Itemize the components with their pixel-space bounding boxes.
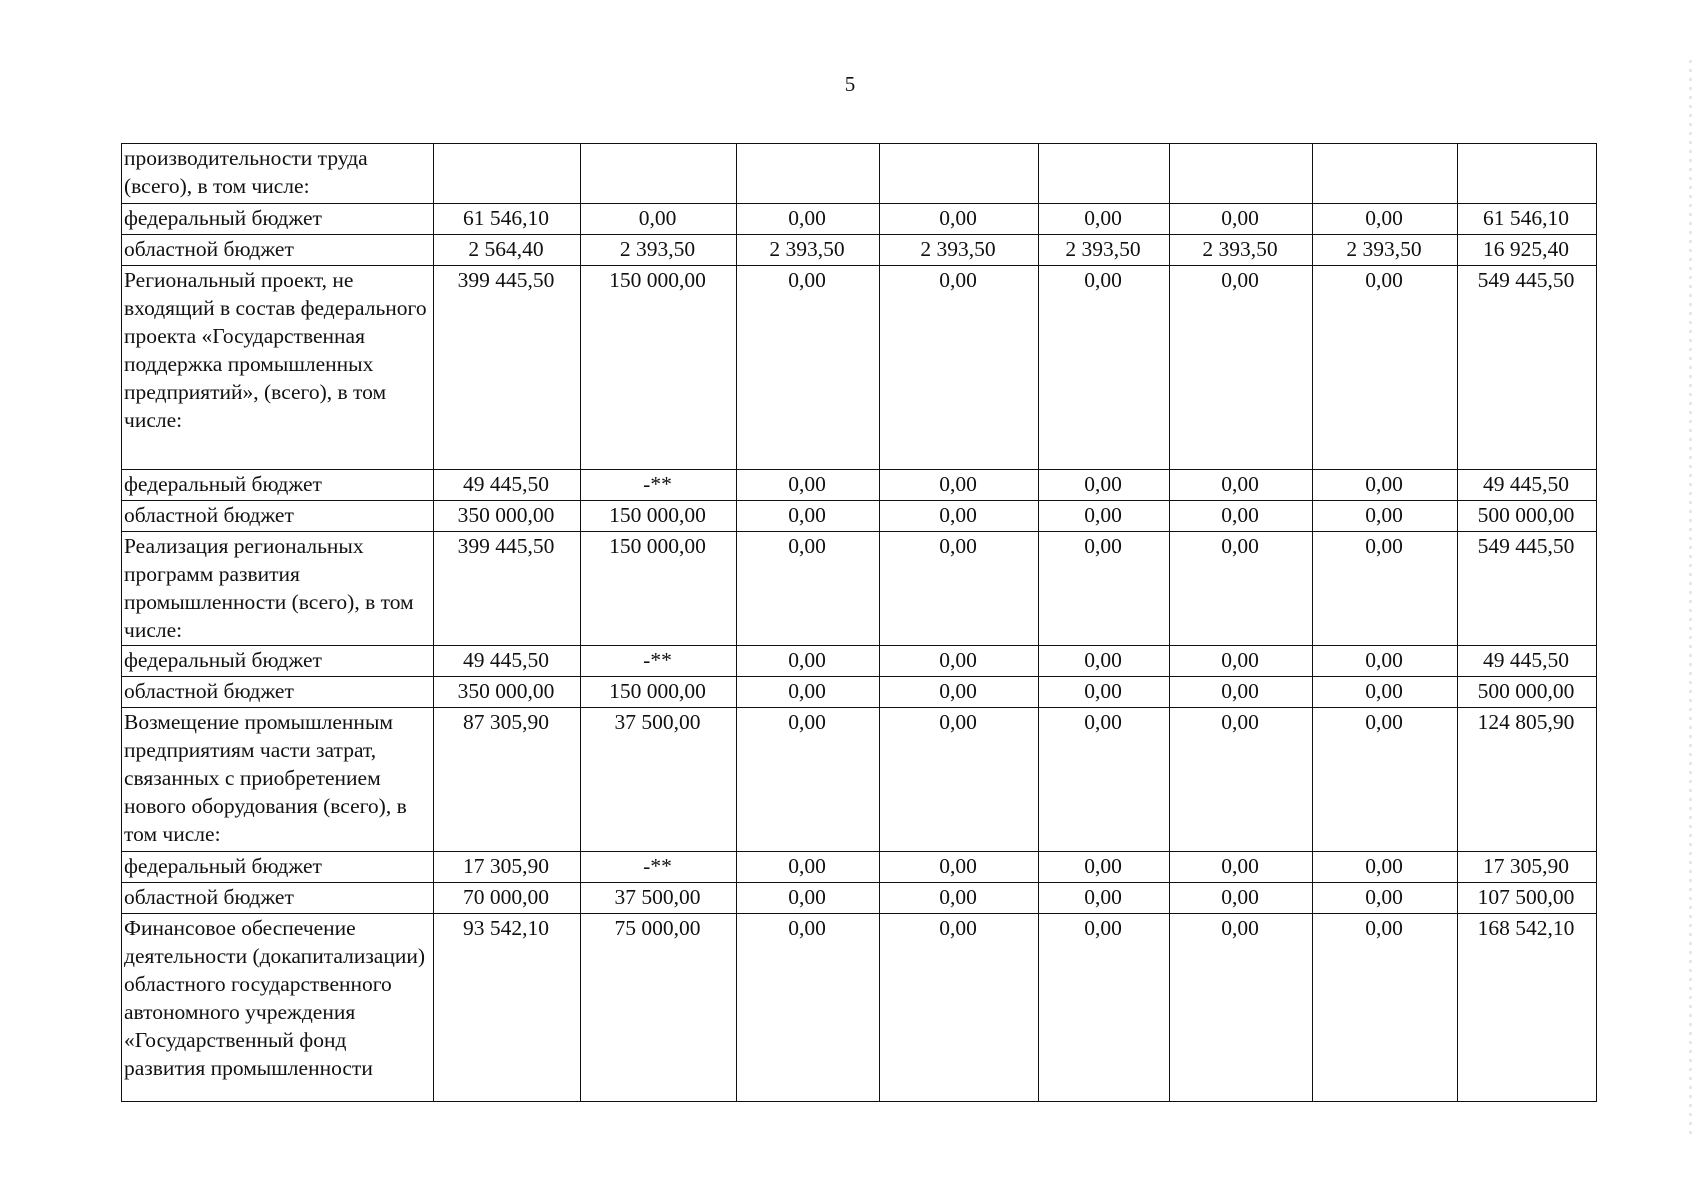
year-value-cell: 0,00 — [880, 532, 1039, 646]
year-value-cell: 93 542,10 — [434, 914, 581, 1102]
row-label: производительности труда (всего), в том числе: — [122, 144, 434, 204]
year-value-cell: 0,00 — [1313, 852, 1458, 883]
year-value-cell: 0,00 — [1170, 708, 1313, 852]
row-total-cell — [1458, 144, 1597, 204]
year-value-cell: 399 445,50 — [434, 532, 581, 646]
year-value-cell: 0,00 — [1313, 532, 1458, 646]
row-total-cell: 500 000,00 — [1458, 677, 1597, 708]
year-value-cell: 0,00 — [1313, 883, 1458, 914]
row-label: федеральный бюджет — [122, 204, 434, 235]
year-value-cell — [737, 144, 880, 204]
year-value-cell: 0,00 — [1039, 914, 1170, 1102]
year-value-cell: 37 500,00 — [581, 708, 737, 852]
year-value-cell: 0,00 — [1170, 501, 1313, 532]
table-row-source — [122, 883, 1597, 914]
year-value-cell: 0,00 — [1039, 470, 1170, 501]
year-value-cell: 61 546,10 — [434, 204, 581, 235]
year-value-cell: 0,00 — [1313, 646, 1458, 677]
year-value-cell: 0,00 — [880, 470, 1039, 501]
year-value-cell: 0,00 — [880, 883, 1039, 914]
year-value-cell: 0,00 — [880, 646, 1039, 677]
year-value-cell: 0,00 — [1313, 708, 1458, 852]
table-row-source — [122, 470, 1597, 501]
table-row-item — [122, 144, 1597, 204]
year-value-cell: 350 000,00 — [434, 677, 581, 708]
year-value-cell: 0,00 — [1039, 532, 1170, 646]
year-value-cell: -** — [581, 470, 737, 501]
row-label: областной бюджет — [122, 501, 434, 532]
row-label: Финансовое обеспечение деятельности (докапитализации) областного государственного автономного учреждения «Государственный фонд развития промышленности — [122, 914, 434, 1102]
year-value-cell: 0,00 — [1039, 852, 1170, 883]
row-total-cell: 49 445,50 — [1458, 470, 1597, 501]
year-value-cell: 0,00 — [1313, 470, 1458, 501]
year-value-cell: 0,00 — [737, 204, 880, 235]
scan-edge-artifact — [1689, 60, 1692, 1140]
row-label: Реализация региональных программ развития промышленности (всего), в том числе: — [122, 532, 434, 646]
row-label: областной бюджет — [122, 883, 434, 914]
year-value-cell: 150 000,00 — [581, 266, 737, 470]
row-total-cell: 61 546,10 — [1458, 204, 1597, 235]
year-value-cell: 0,00 — [1039, 501, 1170, 532]
table-row-item — [122, 532, 1597, 646]
year-value-cell: 0,00 — [1170, 266, 1313, 470]
row-total-cell: 124 805,90 — [1458, 708, 1597, 852]
page-number: 5 — [844, 72, 856, 96]
row-label: областной бюджет — [122, 235, 434, 266]
year-value-cell — [880, 144, 1039, 204]
table-row-item — [122, 266, 1597, 470]
year-value-cell: 2 393,50 — [1039, 235, 1170, 266]
year-value-cell: 0,00 — [1313, 677, 1458, 708]
table-row-source — [122, 677, 1597, 708]
year-value-cell: 0,00 — [737, 470, 880, 501]
year-value-cell: 0,00 — [1039, 708, 1170, 852]
year-value-cell: 0,00 — [737, 708, 880, 852]
year-value-cell: 0,00 — [1170, 646, 1313, 677]
table-row-source — [122, 852, 1597, 883]
row-label: Возмещение промышленным предприятиям части затрат, связанных с приобретением нового оборудования (всего), в том числе: — [122, 708, 434, 852]
year-value-cell: 0,00 — [737, 266, 880, 470]
year-value-cell: 2 393,50 — [1170, 235, 1313, 266]
budget-table — [121, 143, 1597, 1102]
row-total-cell: 49 445,50 — [1458, 646, 1597, 677]
year-value-cell: 0,00 — [1313, 914, 1458, 1102]
year-value-cell: 0,00 — [737, 677, 880, 708]
year-value-cell: 49 445,50 — [434, 470, 581, 501]
year-value-cell: 0,00 — [880, 677, 1039, 708]
year-value-cell: 0,00 — [1313, 501, 1458, 532]
year-value-cell: 0,00 — [880, 501, 1039, 532]
year-value-cell: 0,00 — [737, 914, 880, 1102]
table-row-source — [122, 235, 1597, 266]
year-value-cell: 37 500,00 — [581, 883, 737, 914]
year-value-cell: 2 393,50 — [581, 235, 737, 266]
year-value-cell: 0,00 — [880, 914, 1039, 1102]
table-row-source — [122, 501, 1597, 532]
table-row-item — [122, 708, 1597, 852]
table-row-source — [122, 204, 1597, 235]
table-row-source — [122, 646, 1597, 677]
row-total-cell: 107 500,00 — [1458, 883, 1597, 914]
year-value-cell: 0,00 — [1170, 852, 1313, 883]
year-value-cell: 0,00 — [1170, 204, 1313, 235]
year-value-cell: 0,00 — [1170, 532, 1313, 646]
year-value-cell: 0,00 — [581, 204, 737, 235]
row-label: Региональный проект, не входящий в состав федерального проекта «Государственная поддержка промышленных предприятий», (всего), в том числе: — [122, 266, 434, 470]
year-value-cell: 0,00 — [1039, 646, 1170, 677]
year-value-cell: 70 000,00 — [434, 883, 581, 914]
year-value-cell: 2 393,50 — [1313, 235, 1458, 266]
year-value-cell: 0,00 — [1039, 677, 1170, 708]
year-value-cell: 0,00 — [737, 646, 880, 677]
table-body — [122, 144, 1597, 1102]
year-value-cell: 0,00 — [880, 852, 1039, 883]
year-value-cell: 150 000,00 — [581, 677, 737, 708]
row-label: федеральный бюджет — [122, 646, 434, 677]
year-value-cell — [434, 144, 581, 204]
row-total-cell: 168 542,10 — [1458, 914, 1597, 1102]
year-value-cell: 0,00 — [737, 883, 880, 914]
year-value-cell: 0,00 — [880, 708, 1039, 852]
year-value-cell: 150 000,00 — [581, 501, 737, 532]
year-value-cell: 0,00 — [737, 852, 880, 883]
year-value-cell: 0,00 — [1039, 883, 1170, 914]
year-value-cell: 0,00 — [1039, 204, 1170, 235]
table-row-item — [122, 914, 1597, 1102]
row-label: федеральный бюджет — [122, 852, 434, 883]
year-value-cell: 0,00 — [1170, 677, 1313, 708]
year-value-cell: 0,00 — [1170, 470, 1313, 501]
year-value-cell: 2 564,40 — [434, 235, 581, 266]
year-value-cell: 0,00 — [880, 266, 1039, 470]
row-total-cell: 16 925,40 — [1458, 235, 1597, 266]
year-value-cell: 0,00 — [1039, 266, 1170, 470]
year-value-cell: 399 445,50 — [434, 266, 581, 470]
year-value-cell: 75 000,00 — [581, 914, 737, 1102]
year-value-cell: 0,00 — [1170, 883, 1313, 914]
year-value-cell: 0,00 — [880, 204, 1039, 235]
year-value-cell: 0,00 — [1313, 266, 1458, 470]
year-value-cell: 0,00 — [1313, 204, 1458, 235]
year-value-cell — [1039, 144, 1170, 204]
year-value-cell — [1170, 144, 1313, 204]
year-value-cell: 2 393,50 — [737, 235, 880, 266]
row-total-cell: 549 445,50 — [1458, 266, 1597, 470]
row-total-cell: 549 445,50 — [1458, 532, 1597, 646]
year-value-cell: 0,00 — [737, 501, 880, 532]
year-value-cell: -** — [581, 646, 737, 677]
year-value-cell: 17 305,90 — [434, 852, 581, 883]
year-value-cell: 87 305,90 — [434, 708, 581, 852]
year-value-cell: 0,00 — [737, 532, 880, 646]
row-total-cell: 500 000,00 — [1458, 501, 1597, 532]
year-value-cell: 2 393,50 — [880, 235, 1039, 266]
year-value-cell: 0,00 — [1170, 914, 1313, 1102]
row-label: федеральный бюджет — [122, 470, 434, 501]
year-value-cell: -** — [581, 852, 737, 883]
year-value-cell — [1313, 144, 1458, 204]
row-total-cell: 17 305,90 — [1458, 852, 1597, 883]
year-value-cell: 49 445,50 — [434, 646, 581, 677]
year-value-cell: 150 000,00 — [581, 532, 737, 646]
year-value-cell: 350 000,00 — [434, 501, 581, 532]
year-value-cell — [581, 144, 737, 204]
row-label: областной бюджет — [122, 677, 434, 708]
